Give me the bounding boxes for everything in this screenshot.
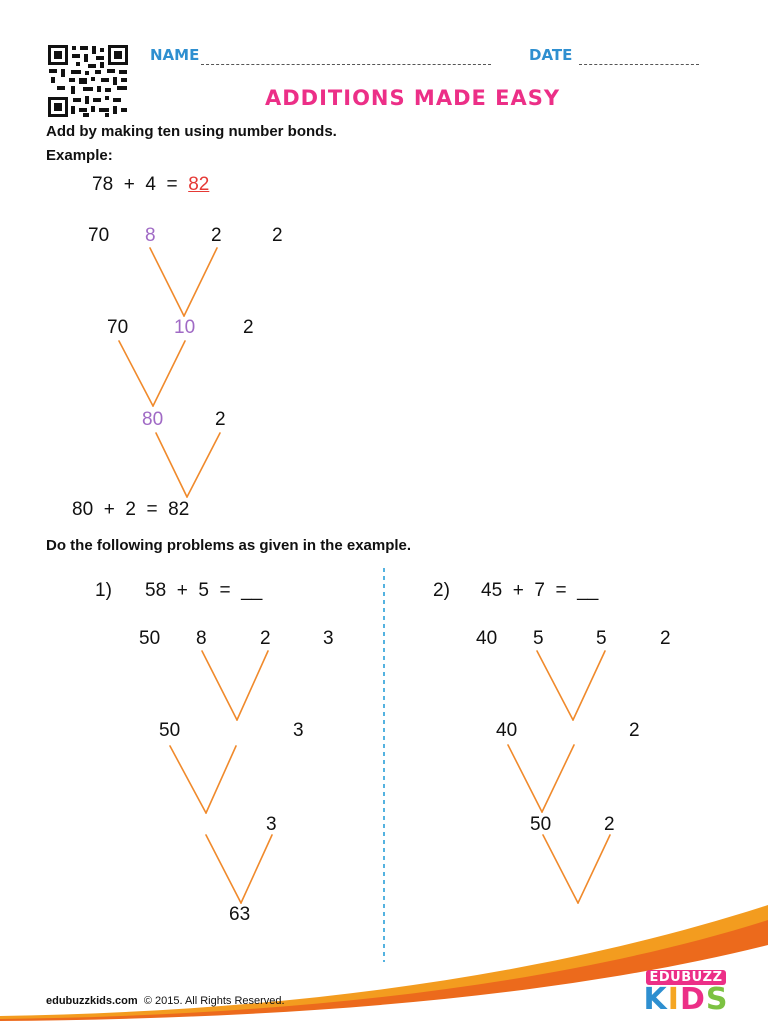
problem-2-r1-d: 2	[660, 628, 671, 649]
date-label: DATE	[529, 46, 573, 64]
problem-2-r1-a: 40	[476, 628, 498, 649]
logo-kids-text: KIDS	[643, 982, 729, 1017]
problem-2-r1-c: 5	[596, 628, 607, 649]
example-r2-c: 2	[243, 317, 254, 338]
instruction-text: Add by making ten using number bonds.	[46, 123, 337, 140]
footer-copyright-text: © 2015. All Rights Reserved.	[143, 995, 285, 1007]
problem-1-r1-a: 50	[139, 628, 161, 649]
footer-copyright	[46, 995, 285, 1007]
worksheet-title: ADDITIONS MADE EASY	[265, 86, 561, 110]
example-addend-a: 78	[92, 174, 114, 195]
problem-1-r2-a: 50	[159, 720, 181, 741]
problem-1-r1-d: 3	[323, 628, 334, 649]
footer-site-link[interactable]: edubuzzkids.com	[46, 995, 138, 1007]
problem-1-r4-a: 63	[229, 904, 251, 925]
problem-1-r1-b: 8	[196, 628, 207, 649]
name-label: NAME	[150, 46, 200, 64]
example-final-equation: 80 + 2 = 82	[72, 499, 190, 520]
example-addend-b: 4	[145, 174, 156, 195]
logo-top-text: EDUBUZZ	[646, 970, 725, 985]
example-r1-c: 2	[211, 225, 222, 246]
example-r1-d: 2	[272, 225, 283, 246]
problem-2-r2-b: 2	[629, 720, 640, 741]
problem-1-number: 1)	[95, 580, 112, 601]
example-r3-b: 2	[215, 409, 226, 430]
example-label: Example:	[46, 147, 113, 164]
example-r1-a: 70	[88, 225, 110, 246]
problem-2-r3-a: 50	[530, 814, 552, 835]
problem-2-r1-b: 5	[533, 628, 544, 649]
problem-2-r2-a: 40	[496, 720, 518, 741]
example-r3-a: 80	[142, 409, 164, 430]
edubuzz-kids-logo	[640, 966, 732, 1015]
problems-instruction: Do the following problems as given in the example.	[46, 537, 412, 554]
problem-1-r3-a: 3	[266, 814, 277, 835]
problem-2-r3-b: 2	[604, 814, 615, 835]
problem-1-r1-c: 2	[260, 628, 271, 649]
problem-2-number: 2)	[433, 580, 450, 601]
problem-1-equation[interactable]: 58 + 5 = __	[145, 580, 263, 601]
example-r2-a: 70	[107, 317, 129, 338]
plus-sign: +	[123, 174, 135, 195]
equals-sign: =	[166, 174, 178, 195]
example-r2-b: 10	[174, 317, 196, 338]
example-r1-b: 8	[145, 225, 156, 246]
problem-1-r2-b: 3	[293, 720, 304, 741]
problem-2-equation[interactable]: 45 + 7 = __	[481, 580, 599, 601]
example-answer: 82	[188, 174, 210, 195]
